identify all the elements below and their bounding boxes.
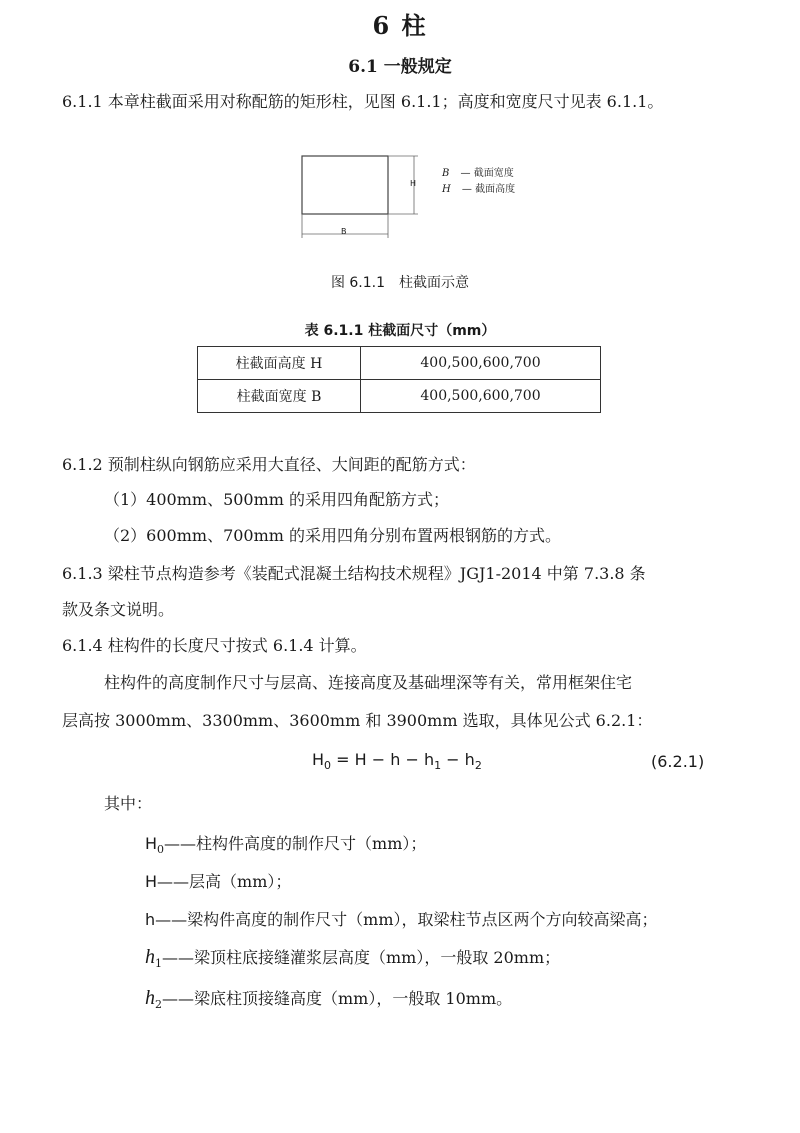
chapter-title: 6 柱 bbox=[372, 11, 428, 40]
definition-h2 bbox=[145, 986, 512, 1011]
definition-h0 bbox=[145, 831, 426, 856]
paragraph-line-2: 层高按 3000mm、3300mm、3600mm 和 3900mm 选取，具体见公式 6.2.1： bbox=[62, 711, 653, 730]
section-title: 6.1 一般规定 bbox=[348, 57, 452, 77]
def-h2-symbol: h bbox=[145, 987, 155, 1009]
clause-6-1-1: 6.1.1 本章柱截面采用对称配筋的矩形柱，见图 6.1.1；高度和宽度尺寸见表 6.1.1。 bbox=[62, 92, 664, 111]
clause-6-1-2-item-2: （2）600mm、700mm 的采用四角分别布置两根钢筋的方式。 bbox=[104, 526, 562, 545]
table-cell-label: 柱截面宽度 B bbox=[198, 380, 361, 413]
paragraph-line-1: 柱构件的高度制作尺寸与层高、连接高度及基础埋深等有关，常用框架住宅 bbox=[104, 673, 633, 692]
figure-caption: 图 6.1.1 柱截面示意 bbox=[330, 275, 470, 291]
table-cell-value: 400,500,600,700 bbox=[361, 347, 601, 380]
formula-number: (6.2.1) bbox=[651, 752, 705, 771]
def-h2-text: ——梁底柱顶接缝高度（mm），一般取 10mm。 bbox=[162, 989, 513, 1008]
formula-lhs-sub: 0 bbox=[324, 759, 332, 773]
def-H-symbol: H bbox=[145, 872, 158, 891]
where-label: 其中： bbox=[104, 794, 153, 813]
clause-6-1-3-line-1: 6.1.3 梁柱节点构造参考《装配式混凝土结构技术规程》JGJ1-2014 中第 7.3.8 条 bbox=[62, 564, 646, 583]
legend-b bbox=[442, 164, 514, 179]
def-h0-text: ——柱构件高度的制作尺寸（mm）； bbox=[164, 834, 427, 853]
clause-6-1-4: 6.1.4 柱构件的长度尺寸按式 6.1.4 计算。 bbox=[62, 636, 367, 655]
column-size-table bbox=[197, 346, 601, 413]
dim-h-label: H bbox=[410, 179, 417, 188]
def-h-symbol: h bbox=[145, 910, 156, 929]
def-h1-sub: 1 bbox=[155, 957, 162, 971]
section-rectangle bbox=[302, 156, 388, 214]
definition-h1 bbox=[145, 945, 560, 970]
def-h-text: ——梁构件高度的制作尺寸（mm），取梁柱节点区两个方向较高梁高； bbox=[155, 910, 658, 929]
dim-b-label: B bbox=[341, 227, 347, 236]
table-row bbox=[198, 380, 601, 413]
column-section-figure bbox=[300, 150, 560, 250]
column-section-diagram bbox=[300, 150, 560, 250]
table-title: 表 6.1.1 柱截面尺寸（mm） bbox=[304, 323, 496, 339]
legend-b-text: — 截面宽度 bbox=[460, 168, 514, 179]
formula-rhs-sub-2: 2 bbox=[474, 759, 482, 773]
def-H-text: ——层高（mm）； bbox=[157, 872, 292, 891]
table-row bbox=[198, 347, 601, 380]
formula-lhs: H bbox=[312, 750, 325, 769]
clause-6-1-2: 6.1.2 预制柱纵向钢筋应采用大直径、大间距的配筋方式： bbox=[62, 455, 476, 474]
definition-H bbox=[145, 869, 291, 892]
def-h0-symbol: H bbox=[145, 834, 158, 853]
def-h1-text: ——梁顶柱底接缝灌浆层高度（mm），一般取 20mm； bbox=[162, 948, 561, 967]
legend-h-text: — 截面高度 bbox=[461, 184, 516, 195]
legend-b-symbol: B bbox=[442, 168, 450, 179]
def-h1-symbol: h bbox=[145, 946, 155, 968]
formula-rhs-mid: − h bbox=[441, 750, 475, 769]
def-h2-sub: 2 bbox=[155, 998, 162, 1012]
table-cell-value: 400,500,600,700 bbox=[361, 380, 601, 413]
clause-6-1-2-item-1: （1）400mm、500mm 的采用四角配筋方式； bbox=[104, 490, 450, 509]
formula-rhs-sub-1: 1 bbox=[434, 759, 442, 773]
clause-6-1-3-line-2: 款及条文说明。 bbox=[62, 600, 175, 619]
definition-h bbox=[145, 907, 658, 930]
legend-h bbox=[442, 180, 515, 195]
def-h0-sub: 0 bbox=[157, 843, 165, 857]
formula-rhs: = H − h − h bbox=[336, 750, 435, 769]
table-cell-label: 柱截面高度 H bbox=[198, 347, 361, 380]
formula-6-2-1 bbox=[312, 750, 482, 772]
legend-h-symbol: H bbox=[442, 184, 451, 195]
